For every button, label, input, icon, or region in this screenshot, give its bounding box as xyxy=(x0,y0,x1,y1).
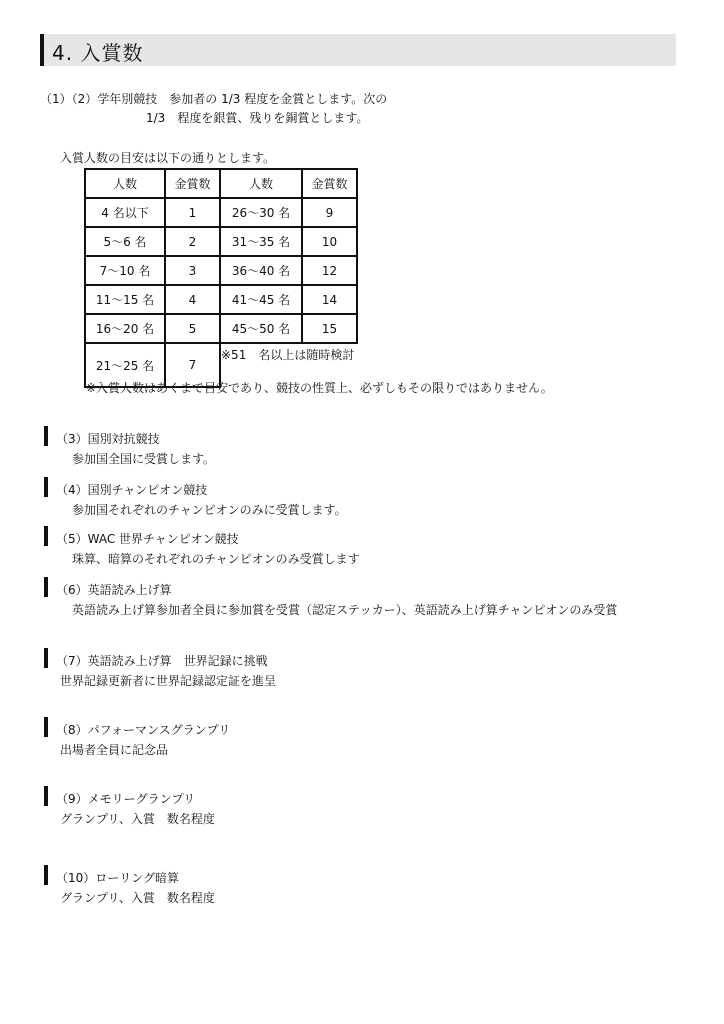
table-cell: 7 xyxy=(165,343,220,387)
table-cell: 15 xyxy=(302,314,357,343)
section-title: （6）英語読み上げ算 xyxy=(56,583,172,597)
header-cell: 人数 xyxy=(85,169,165,198)
table-cell: 11～15 名 xyxy=(85,285,165,314)
section-body: グランプリ、入賞 数名程度 xyxy=(60,812,215,826)
section-body: 参加国それぞれのチャンピオンのみに受賞します。 xyxy=(72,503,347,517)
table-cell: 9 xyxy=(302,198,357,227)
table-cell: 7～10 名 xyxy=(85,256,165,285)
section1-line2: 1/3 程度を銀賞、残りを銅賞とします。 xyxy=(146,111,369,125)
section-title: （7）英語読み上げ算 世界記録に挑戦 xyxy=(56,654,268,668)
header-cell: 人数 xyxy=(220,169,302,198)
table-cell: 10 xyxy=(302,227,357,256)
section-title: （5）WAC 世界チャンピオン競技 xyxy=(56,532,239,546)
table-cell: 14 xyxy=(302,285,357,314)
section-marker xyxy=(44,786,48,806)
section-marker xyxy=(44,426,48,446)
header-cell: 金賞数 xyxy=(165,169,220,198)
table-cell: 3 xyxy=(165,256,220,285)
award-table xyxy=(84,168,358,388)
section-body: 世界記録更新者に世界記録認定証を進呈 xyxy=(60,674,277,688)
section-body: 参加国全国に受賞します。 xyxy=(72,452,216,466)
section-marker xyxy=(44,577,48,597)
heading-text: 4. 入賞数 xyxy=(52,41,144,65)
table-cell: 21～25 名 xyxy=(85,343,165,387)
table-cell: 36～40 名 xyxy=(220,256,302,285)
section-title: （3）国別対抗競技 xyxy=(56,432,160,446)
section-marker xyxy=(44,477,48,497)
table-cell: 5～6 名 xyxy=(85,227,165,256)
section1-line1: （1）（2）学年別競技 参加者の 1/3 程度を金賞とします。次の xyxy=(40,92,388,106)
table-note: ※51 名以上は随時検討 xyxy=(221,348,355,362)
section-marker xyxy=(44,648,48,668)
section-marker xyxy=(44,865,48,885)
table-cell: 26～30 名 xyxy=(220,198,302,227)
section-body: 出場者全員に記念品 xyxy=(60,743,169,757)
section-title: （10）ローリング暗算 xyxy=(56,871,180,885)
footnote: ※入賞人数はあくまで目安であり、競技の性質上、必ずしもその限りではありません。 xyxy=(86,381,553,395)
section-title: （8）パフォーマンスグランプリ xyxy=(56,723,231,737)
table-header-row xyxy=(85,169,357,198)
table-row xyxy=(85,256,357,285)
section-title: （4）国別チャンピオン競技 xyxy=(56,483,208,497)
section-heading xyxy=(40,34,676,66)
table-row xyxy=(85,227,357,256)
table-row xyxy=(85,314,357,343)
table-cell: 2 xyxy=(165,227,220,256)
table-cell: 5 xyxy=(165,314,220,343)
table-cell: 4 名以下 xyxy=(85,198,165,227)
table-cell: 41～45 名 xyxy=(220,285,302,314)
header-cell: 金賞数 xyxy=(302,169,357,198)
section-body: 珠算、暗算のそれぞれのチャンピオンのみ受賞します xyxy=(72,552,360,566)
section-body: グランプリ、入賞 数名程度 xyxy=(60,891,215,905)
section-body: 英語読み上げ算参加者全員に参加賞を受賞（認定ステッカー）、英語読み上げ算チャンピオンのみ受賞 xyxy=(72,603,618,617)
table-cell: 1 xyxy=(165,198,220,227)
table-cell: 31～35 名 xyxy=(220,227,302,256)
section-title: （9）メモリーグランプリ xyxy=(56,792,196,806)
table-intro: 入賞人数の目安は以下の通りとします。 xyxy=(60,151,276,165)
table-cell: 45～50 名 xyxy=(220,314,302,343)
section-marker xyxy=(44,526,48,546)
table-cell: 12 xyxy=(302,256,357,285)
table-cell: 16～20 名 xyxy=(85,314,165,343)
section-marker xyxy=(44,717,48,737)
table-cell: 4 xyxy=(165,285,220,314)
table-row xyxy=(85,285,357,314)
table-row xyxy=(85,198,357,227)
